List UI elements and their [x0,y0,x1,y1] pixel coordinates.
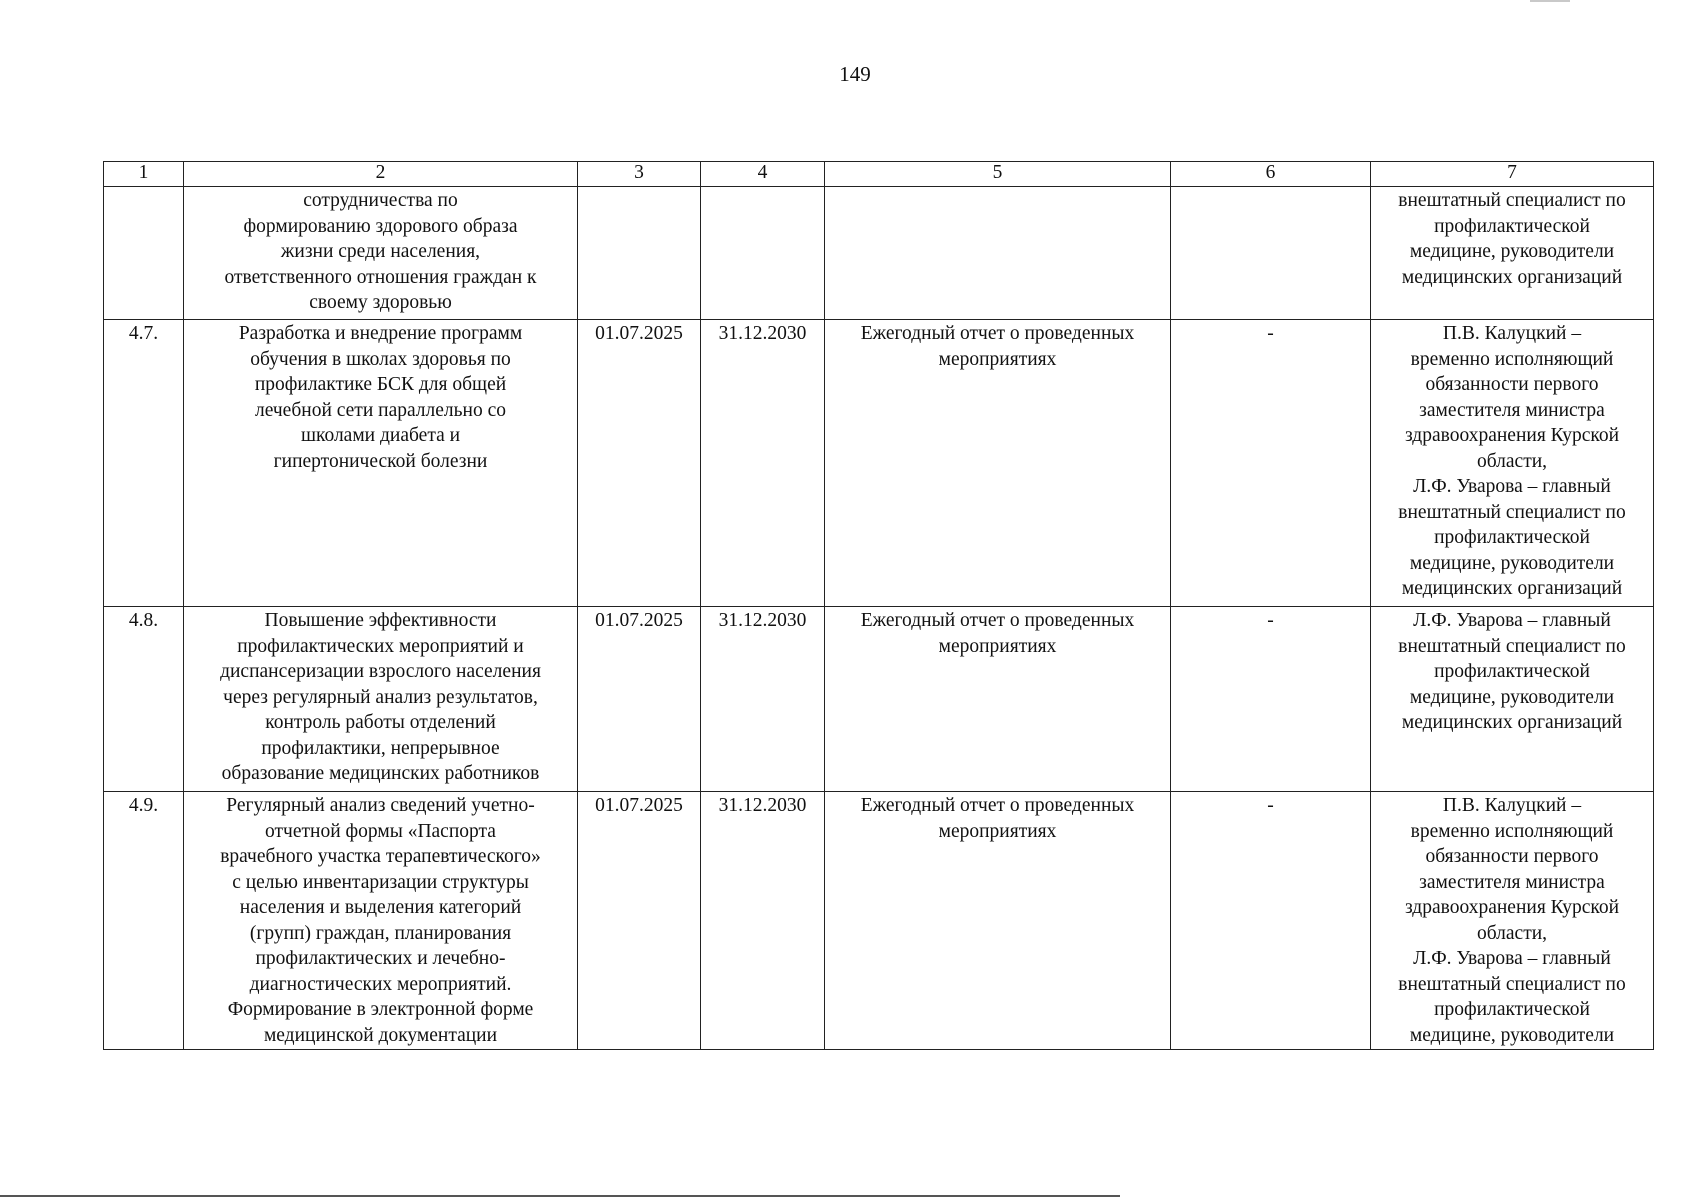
cell-start-date: 01.07.2025 [578,607,701,792]
column-header-7: 7 [1371,162,1654,187]
table-row [104,607,1654,792]
cell-activity: Повышение эффективности профилактических мероприятий и диспансеризации взрослого населения через регулярный анализ результатов, контроль работы отделений профилактики, непрерывное образование медицинских работников [184,607,578,792]
column-header-4: 4 [701,162,825,187]
cell-end-date [701,187,825,320]
column-header-3: 3 [578,162,701,187]
cell-result: Ежегодный отчет о проведенных мероприятиях [825,320,1171,607]
page-bottom-rule [0,1195,1120,1197]
cell-end-date: 31.12.2030 [701,792,825,1050]
cell-end-date: 31.12.2030 [701,607,825,792]
cell-start-date: 01.07.2025 [578,792,701,1050]
cell-activity: Разработка и внедрение программ обучения в школах здоровья по профилактике БСК для общей лечебной сети параллельно со школами диабета и гипертонической болезни [184,320,578,607]
cell-number: 4.7. [104,320,184,607]
cell-col6 [1171,187,1371,320]
cell-end-date: 31.12.2030 [701,320,825,607]
cell-col6: - [1171,320,1371,607]
table-row [104,320,1654,607]
activities-table [103,161,1654,1050]
cell-number: 4.9. [104,792,184,1050]
cell-start-date: 01.07.2025 [578,320,701,607]
cell-responsible: П.В. Калуцкий – временно исполняющий обязанности первого заместителя министра здравоохранения Курской области, Л.Ф. Уварова – главный внештатный специалист по профилактической медицине, руководители медицинских организаций [1371,320,1654,607]
page-number: 149 [839,62,871,86]
column-header-2: 2 [184,162,578,187]
cell-result: Ежегодный отчет о проведенных мероприятиях [825,607,1171,792]
cell-responsible: П.В. Калуцкий – временно исполняющий обязанности первого заместителя министра здравоохранения Курской области, Л.Ф. Уварова – главный внештатный специалист по профилактической медицине, руководители [1371,792,1654,1050]
cell-col6: - [1171,607,1371,792]
column-header-5: 5 [825,162,1171,187]
cell-activity: Регулярный анализ сведений учетно- отчетной формы «Паспорта врачебного участка терапевтического» с целью инвентаризации структуры населения и выделения категорий (групп) граждан, планирования профилактических и лечебно- диагностических мероприятий. Формирование в электронной форме медицинской документации [184,792,578,1050]
cell-start-date [578,187,701,320]
cell-result: Ежегодный отчет о проведенных мероприятиях [825,792,1171,1050]
table-row-continuation [104,187,1654,320]
cell-number: 4.8. [104,607,184,792]
table-header-row [104,162,1654,187]
cell-responsible: Л.Ф. Уварова – главный внештатный специалист по профилактической медицине, руководители медицинских организаций [1371,607,1654,792]
cell-result [825,187,1171,320]
column-header-6: 6 [1171,162,1371,187]
cell-responsible: внештатный специалист по профилактической медицине, руководители медицинских организаций [1371,187,1654,320]
scan-mark [1530,0,1570,2]
cell-activity: сотрудничества по формированию здорового образа жизни среди населения, ответственного отношения граждан к своему здоровью [184,187,578,320]
column-header-1: 1 [104,162,184,187]
cell-col6: - [1171,792,1371,1050]
table-row [104,792,1654,1050]
cell-number [104,187,184,320]
